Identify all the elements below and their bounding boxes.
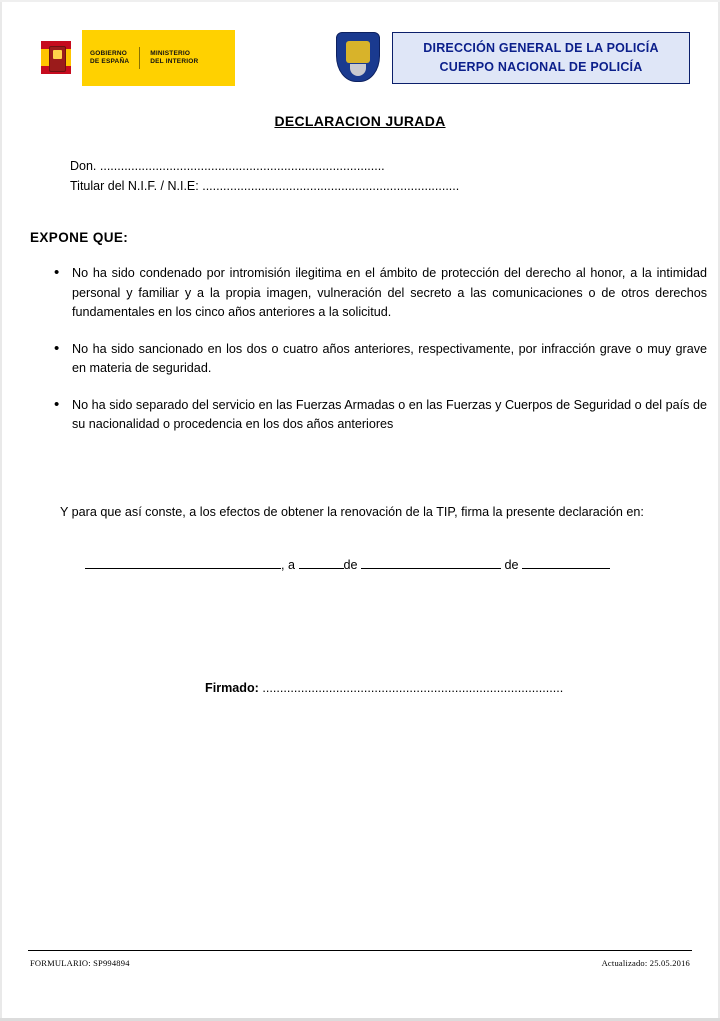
- identity-fields: [70, 156, 650, 196]
- ministerio-label-line2: DEL INTERIOR: [150, 58, 199, 65]
- gobierno-label-line1: GOBIERNO: [90, 50, 127, 57]
- page-edge-left: [0, 0, 2, 1021]
- statement-list: [52, 264, 717, 452]
- nif-field-row: [70, 176, 650, 196]
- year-blank[interactable]: [522, 555, 610, 569]
- name-field-blank[interactable]: ..................................................................................: [96, 159, 385, 173]
- name-field-row: [70, 156, 650, 176]
- dateline-de-2: de: [504, 558, 519, 572]
- document-header: [0, 28, 720, 92]
- list-item: • No ha sido separado del servicio en las Fuerzas Armadas o en las Fuerzas y Cuerpos de Seguridad o del país de su nacionalidad o procedencia en los dos años anteriores: [72, 396, 717, 435]
- logo-divider: [139, 47, 140, 69]
- name-field-label: Don.: [70, 159, 97, 173]
- dateline-comma-a: , a: [281, 558, 296, 572]
- signature-blank[interactable]: ......................................................................................: [258, 681, 564, 695]
- police-title-line2: CUERPO NACIONAL DE POLICÍA: [439, 60, 643, 74]
- policia-header-block: [330, 28, 690, 88]
- police-title-line1: DIRECCIÓN GENERAL DE LA POLICÍA: [423, 41, 659, 55]
- signature-line: [205, 681, 685, 695]
- signature-label: Firmado:: [205, 681, 259, 695]
- footer-divider: [28, 950, 692, 951]
- dateline-de-1: de: [343, 558, 358, 572]
- nif-field-blank[interactable]: ..........................................................................: [198, 179, 460, 193]
- spain-coat-of-arms-icon: [30, 30, 82, 86]
- place-and-date-line: [85, 555, 685, 572]
- statement-heading: EXPONE QUE:: [30, 230, 129, 245]
- month-blank[interactable]: [361, 555, 501, 569]
- gobierno-de-espana-logo: [30, 30, 235, 86]
- place-blank[interactable]: [85, 555, 281, 569]
- footer-form-id: FORMULARIO: SP994894: [30, 958, 130, 968]
- ministry-label-block: [82, 30, 235, 86]
- page-edge-top: [0, 0, 720, 2]
- page-title: DECLARACION JURADA: [274, 113, 446, 129]
- police-badge-icon: [330, 30, 384, 84]
- closing-paragraph: Y para que así conste, a los efectos de obtener la renovación de la TIP, firma la presente declaración en:: [60, 505, 644, 519]
- day-blank[interactable]: [299, 555, 344, 569]
- ministerio-label-line1: MINISTERIO: [150, 50, 191, 57]
- list-item: • No ha sido condenado por intromisión ilegitima en el ámbito de protección del derecho al honor, a la intimidad personal y familiar y a la propia imagen, vulneración del secreto a las comunicaciones o de otros derechos fundamentales en los cinco años anteriores a la solicitud.: [72, 264, 717, 323]
- gobierno-label-line2: DE ESPAÑA: [90, 58, 130, 65]
- list-item: • No ha sido sancionado en los dos o cuatro años anteriores, respectivamente, por infracción grave o muy grave en materia de seguridad.: [72, 340, 717, 379]
- police-title-box: [392, 32, 690, 84]
- footer-updated-date: Actualizado: 25.05.2016: [601, 958, 690, 968]
- nif-field-label: Titular del N.I.F. / N.I.E:: [70, 179, 199, 193]
